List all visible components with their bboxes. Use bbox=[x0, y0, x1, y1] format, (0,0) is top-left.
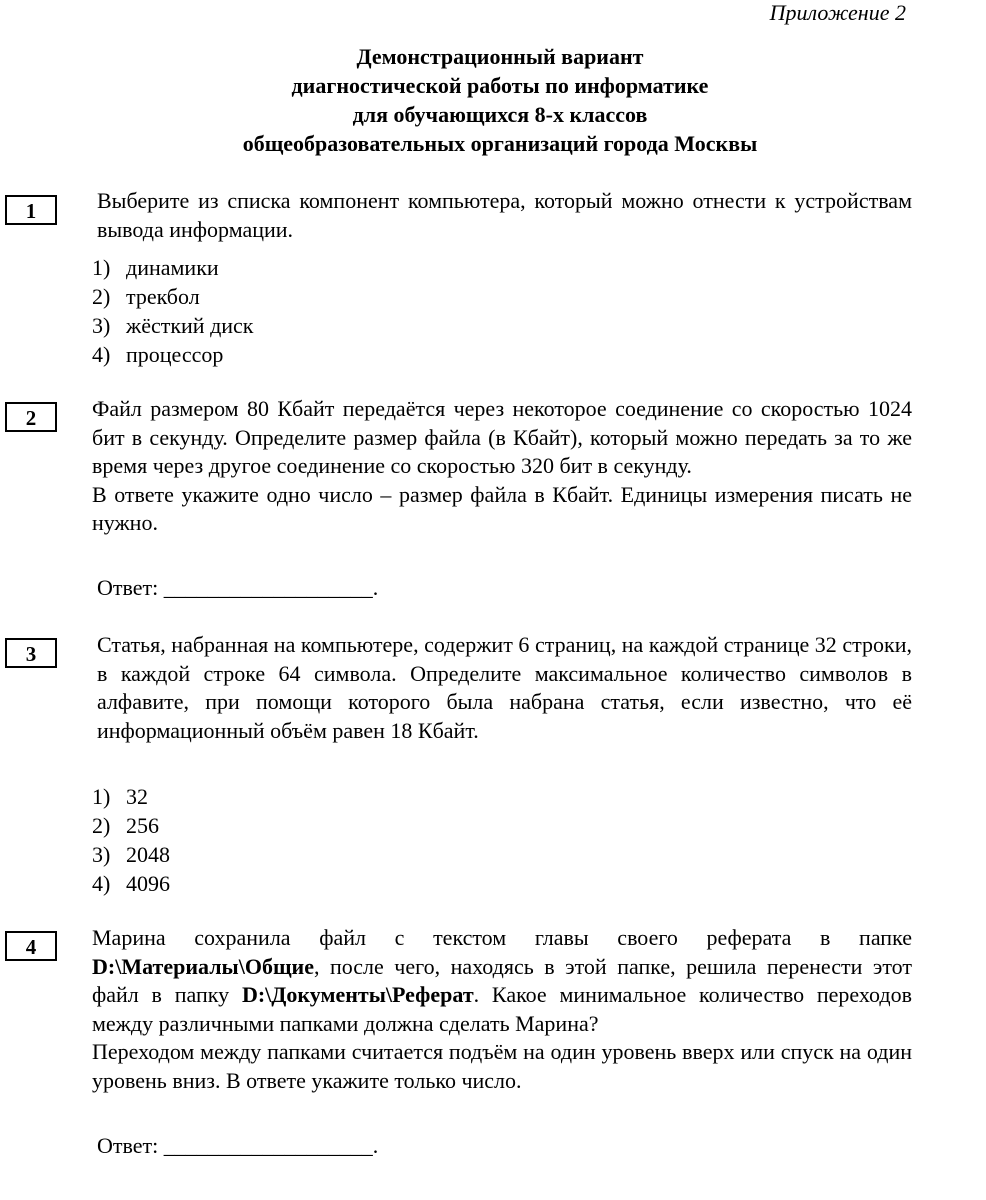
task-text: Выберите из списка компонент компьютера, который можно отнести к устройствам вывода информации. bbox=[97, 188, 912, 242]
title-line-2: диагностической работы по информатике bbox=[291, 73, 709, 98]
option-item: 1) 32 bbox=[92, 784, 148, 809]
option-item: 1) динамики bbox=[92, 255, 219, 280]
folder-path-target: D:\Документы\Реферат bbox=[241, 982, 474, 1007]
option-item: 2) 256 bbox=[92, 813, 159, 838]
task-number-box: 1 bbox=[5, 195, 57, 225]
task-number-box: 4 bbox=[5, 931, 57, 961]
document-title bbox=[0, 42, 986, 158]
task-options bbox=[92, 782, 170, 898]
option-item: 4) 4096 bbox=[92, 871, 170, 896]
option-item: 3) жёсткий диск bbox=[92, 313, 254, 338]
option-item: 2) трекбол bbox=[92, 284, 200, 309]
task-text: Статья, набранная на компьютере, содержит 6 страниц, на каждой странице 32 строки, в каждой строке 64 символа. Определите максимальное количество символов в алфавите, при помощи которого была набрана статья, если известно, что её информационный объём равен 18 Кбайт. bbox=[97, 632, 912, 743]
task-number-box: 3 bbox=[5, 638, 57, 668]
task-number-box: 2 bbox=[5, 402, 57, 432]
appendix-label: Приложение 2 bbox=[769, 0, 906, 25]
title-line-4: общеобразовательных организаций города Москвы bbox=[242, 131, 758, 156]
option-item: 3) 2048 bbox=[92, 842, 170, 867]
option-item: 4) процессор bbox=[92, 342, 224, 367]
task-options bbox=[92, 253, 254, 369]
answer-line: Ответ: ___________________. bbox=[97, 575, 379, 600]
answer-line: Ответ: ___________________. bbox=[97, 1133, 379, 1158]
folder-path-source: D:\Материалы\Общие bbox=[92, 953, 314, 979]
title-line-3: для обучающихся 8-х классов bbox=[352, 102, 648, 127]
task-text: Файл размером 80 Кбайт передаётся через некоторое соединение со скоростью 1024 бит в секунду. Определите размер файла (в Кбайт), который можно передать за то же время через другое соединение со скоростью 320 бит в секунду. В ответе укажите одно число – размер файла в Кбайт. Единицы измерения писать не нужно. bbox=[92, 396, 912, 535]
title-line-1: Демонстрационный вариант bbox=[356, 44, 644, 69]
task-text: Марина сохранила файл с текстом главы своего реферата в папке D:\Материалы\Общие, после чего, находясь в этой папке, решила перенести этот файл в папку D:\Документы\Реферат. Какое минимальное количество переходов между различными папками должна сделать Марина? Переходом между папками считается подъём на один уровень вверх или спуск на один уровень вниз. В ответе укажите только число. bbox=[92, 925, 912, 1093]
